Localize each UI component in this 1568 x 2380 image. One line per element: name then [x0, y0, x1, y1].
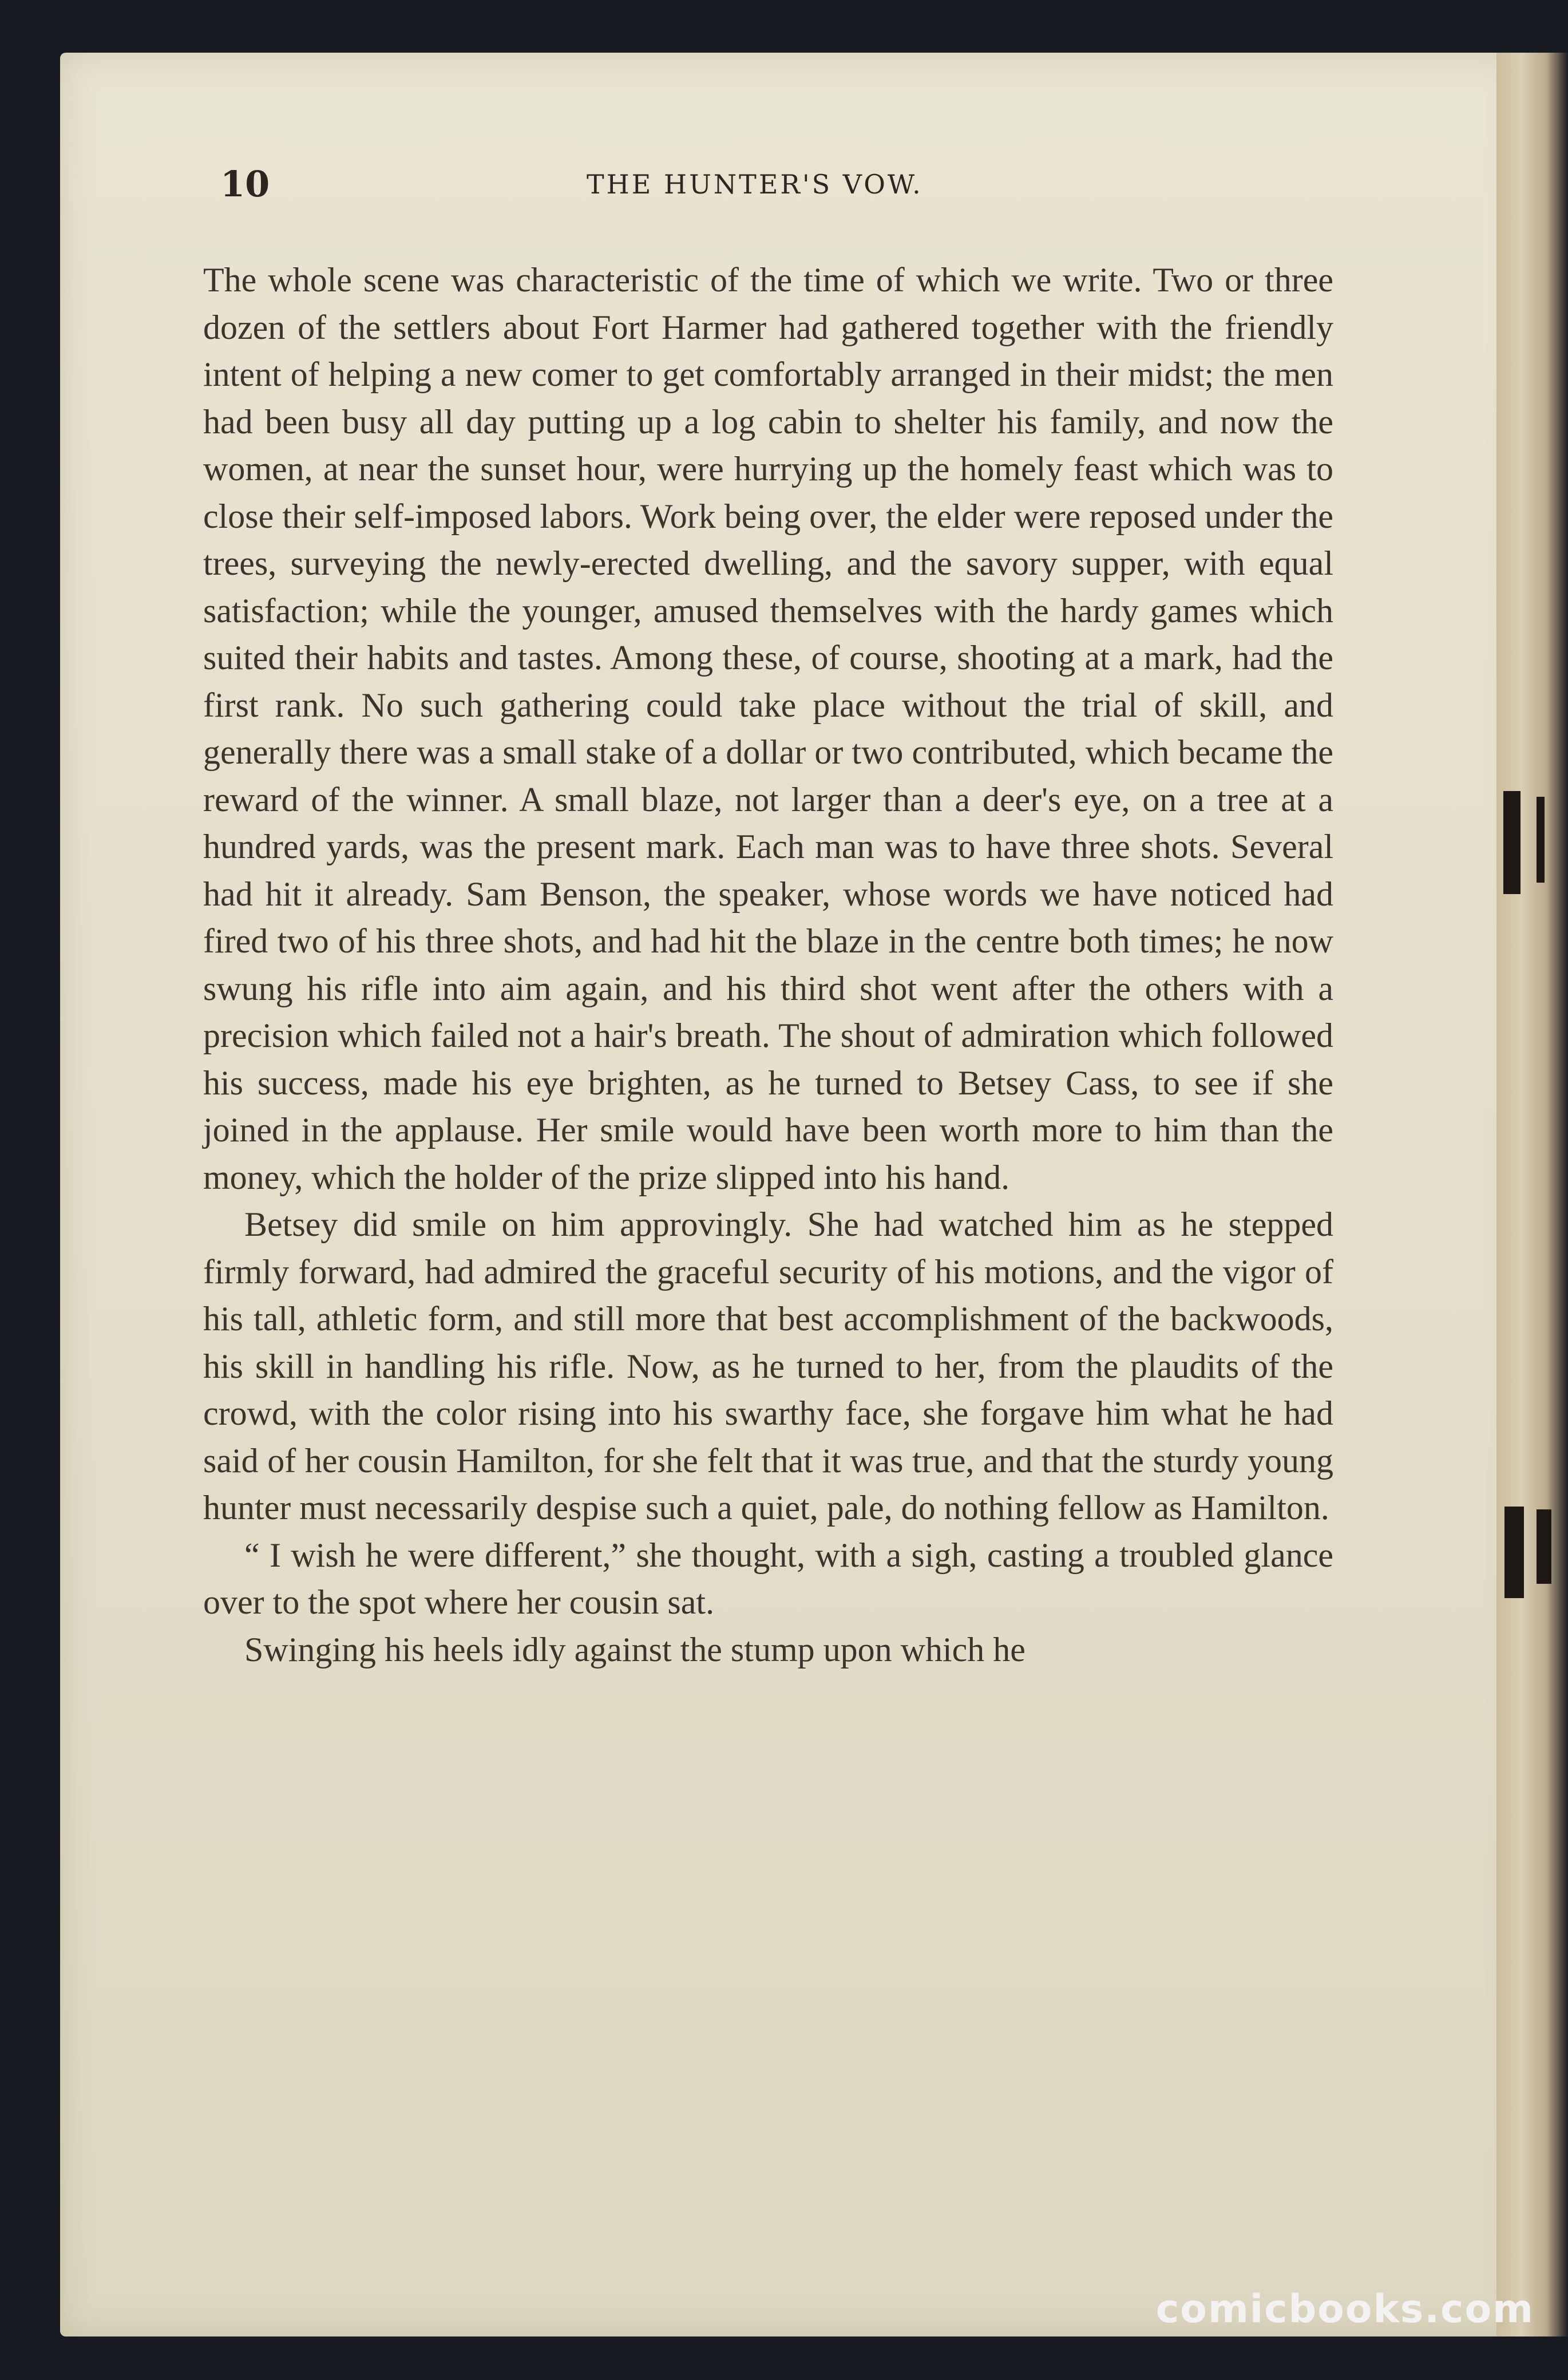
watermark: comicbooks.com — [1156, 2287, 1535, 2332]
binding-mark — [1537, 1509, 1551, 1584]
body-text — [203, 256, 1333, 1673]
page-header — [220, 163, 1359, 209]
book-spine-edge — [1496, 53, 1568, 2336]
paragraph: “ I wish he were different,” she thought, with a sigh, casting a troubled glance over to the spot where her cousin sat. — [203, 1536, 1333, 1621]
binding-mark — [1537, 797, 1545, 883]
paragraph: The whole scene was characteristic of the time of which we write. Two or three dozen of the settlers about Fort Harmer had gathered together with the friendly intent of helping a new comer to get comfortably arranged in their midst; the men had been busy all day putting up a log cabin to shelter his family, and now the women, at near the sunset hour, were hurrying up the homely feast which was to close their self-imposed labors. Work being over, the elder were reposed under the trees, surveying the newly-erected dwelling, and the savory supper, with equal satisfaction; while the younger, amused themselves with the hardy games which suited their habits and tastes. Among these, of course, shooting at a mark, had the first rank. No such gathering could take place without the trial of skill, and generally there was a small stake of a dollar or two contributed, which became the reward of the winner. A small blaze, not larger than a deer's eye, on a tree at a hundred yards, was the present mark. Each man was to have three shots. Several had hit it already. Sam Benson, the speaker, whose words we have noticed had fired two of his three shots, and had hit the blaze in the centre both times; he now swung his rifle into aim again, and his third shot went after the others with a precision which failed not a hair's breath. The shout of admiration which followed his success, made his eye brighten, as he turned to Betsey Cass, to see if she joined in the applause. Her smile would have been worth more to him than the money, which the holder of the prize slipped into his hand. — [203, 261, 1333, 1196]
binding-mark — [1504, 1507, 1524, 1598]
paragraph: Betsey did smile on him approvingly. She had watched him as he stepped firmly forward, had admired the graceful security of his motions, and the vigor of his tall, athletic form, and still more that best accomplishment of the backwoods, his skill in handling his rifle. Now, as he turned to her, from the plaudits of the crowd, with the color rising into his swarthy face, she forgave him what he had said of her cousin Hamilton, for she felt that it was true, and that the sturdy young hunter must necessarily despise such a quiet, pale, do nothing fellow as Hamilton. — [203, 1205, 1333, 1527]
page-number: 10 — [220, 163, 270, 205]
binding-mark — [1503, 791, 1521, 894]
paragraph: Swinging his heels idly against the stump upon which he — [244, 1630, 1025, 1669]
running-head: THE HUNTER'S VOW. — [587, 169, 923, 200]
